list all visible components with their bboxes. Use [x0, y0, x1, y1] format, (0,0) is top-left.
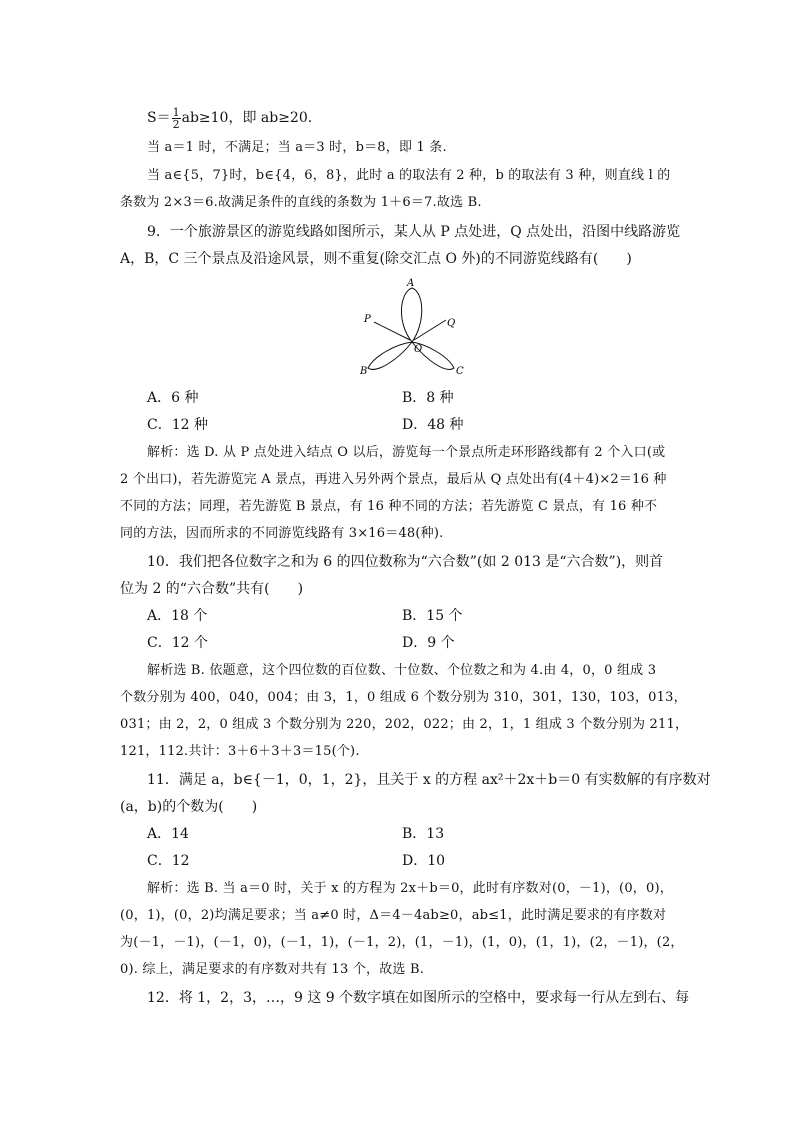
q9-solution-line-1: 解析：选 D. 从 P 点处进入结点 O 以后，游览每一个景点所走环形路线都有 2 个入口(或 — [147, 445, 666, 460]
label-p: P — [364, 314, 371, 325]
q9-stem-line-2: A，B，C 三个景点及沿途风景，则不重复(除交汇点 O 外)的不同游览线路有( ) — [120, 251, 632, 267]
q9-route-figure — [352, 274, 472, 384]
q11-solution-line-3: 为(－1，－1)，(－1，0)，(－1，1)，(－1，2)，(1，－1)，(1，0)，(1，1)，(2，－1)，(2， — [120, 935, 684, 950]
q10-stem-line-2: 位为 2 的“六合数”共有( ) — [120, 581, 304, 597]
fraction-numerator: 1 — [172, 105, 180, 119]
s-prefix: S＝ — [147, 110, 171, 126]
q9-option-c: C．12 种 — [147, 417, 208, 433]
label-q: Q — [447, 318, 456, 329]
q10-solution-line-2: 个数分别为 400，040，004；由 3，1，0 组成 6 个数分别为 310，301，130，103，013， — [120, 690, 687, 705]
q10-option-c: C．12 个 — [147, 635, 208, 651]
top-line-2: 当 a＝1 时，不满足；当 a＝3 时，b＝8，即 1 条. — [147, 140, 447, 155]
fraction-one-half — [172, 107, 181, 130]
q9-option-d: D．48 种 — [402, 417, 464, 433]
q11-solution-line-4: 0). 综上，满足要求的有序数对共有 13 个，故选 B. — [120, 962, 425, 977]
s-suffix: ab≥10，即 ab≥20. — [181, 110, 313, 126]
q9-stem-line-1: 9．一个旅游景区的游览线路如图所示，某人从 P 点处进，Q 点处出，沿图中线路游览 — [147, 224, 681, 240]
q11-option-a: A．14 — [147, 826, 189, 842]
label-b: B — [360, 366, 368, 377]
q10-solution-line-3: 031；由 2，2，0 组成 3 个数分别为 220，202，022；由 2，1，1 组成 3 个数分别为 211， — [120, 717, 689, 732]
q11-stem-line-1: 11．满足 a，b∈{－1，0，1，2}，且关于 x 的方程 ax²＋2x＋b＝0 有实数解的有序数对 — [147, 772, 711, 788]
q9-solution-line-4: 同的方法，因而所求的不同游览线路有 3×16＝48(种). — [120, 526, 444, 541]
q10-solution-line-4: 121，112.共计：3＋6＋3＋3＝15(个). — [120, 744, 360, 759]
label-a: A — [407, 278, 415, 289]
q10-option-a: A．18 个 — [147, 608, 208, 624]
q10-option-b: B．15 个 — [402, 608, 463, 624]
label-c: C — [456, 366, 464, 377]
top-line-4: 条数为 2×3＝6.故满足条件的直线的条数为 1＋6＝7.故选 B. — [120, 195, 482, 210]
fraction-denominator: 2 — [172, 117, 180, 131]
loop-a — [401, 288, 421, 342]
q12-stem-line-1: 12．将 1，2，3，…，9 这 9 个数字填在如图所示的空格中，要求每一行从左到右、每 — [147, 990, 690, 1006]
q11-option-c: C．12 — [147, 853, 190, 869]
q9-solution-line-3: 不同的方法；同理，若先游览 B 景点，有 16 种不同的方法；若先游览 C 景点，有 16 种不 — [120, 499, 658, 514]
q11-solution-line-2: (0，1)，(0，2)均满足要求；当 a≠0 时，Δ＝4－4ab≥0，ab≤1，此时满足要求的有序数对 — [120, 908, 667, 923]
q10-stem-line-1: 10．我们把各位数字之和为 6 的四位数称为“六合数”(如 2 013 是“六合数”)，则首 — [147, 554, 664, 570]
path-p — [374, 322, 410, 340]
label-o: O — [414, 344, 423, 355]
q11-solution-line-1: 解析：选 B. 当 a＝0 时，关于 x 的方程为 2x＋b＝0，此时有序数对(0，－1)，(0，0)， — [147, 881, 673, 896]
q10-option-d: D．9 个 — [402, 635, 455, 651]
q9-option-a: A．6 种 — [147, 390, 199, 406]
q10-solution-line-1: 解析选 B. 依题意，这个四位数的百位数、十位数、个位数之和为 4.由 4，0，0 组成 3 — [147, 663, 657, 678]
q9-solution-line-2: 2 个出口)，若先游览完 A 景点，再进入另外两个景点，最后从 Q 点处出有(4＋4)×2＝16 种 — [120, 472, 667, 487]
top-line-3: 当 a∈{5，7}时，b∈{4，6，8}，此时 a 的取法有 2 种，b 的取法有 3 种，则直线 l 的 — [147, 168, 671, 183]
loop-b — [368, 342, 412, 369]
area-formula-line — [147, 104, 707, 132]
q11-option-d: D．10 — [402, 853, 446, 869]
q11-option-b: B．13 — [402, 826, 445, 842]
q9-option-b: B．8 种 — [402, 390, 454, 406]
q11-stem-line-2: (a，b)的个数为( ) — [120, 799, 258, 815]
